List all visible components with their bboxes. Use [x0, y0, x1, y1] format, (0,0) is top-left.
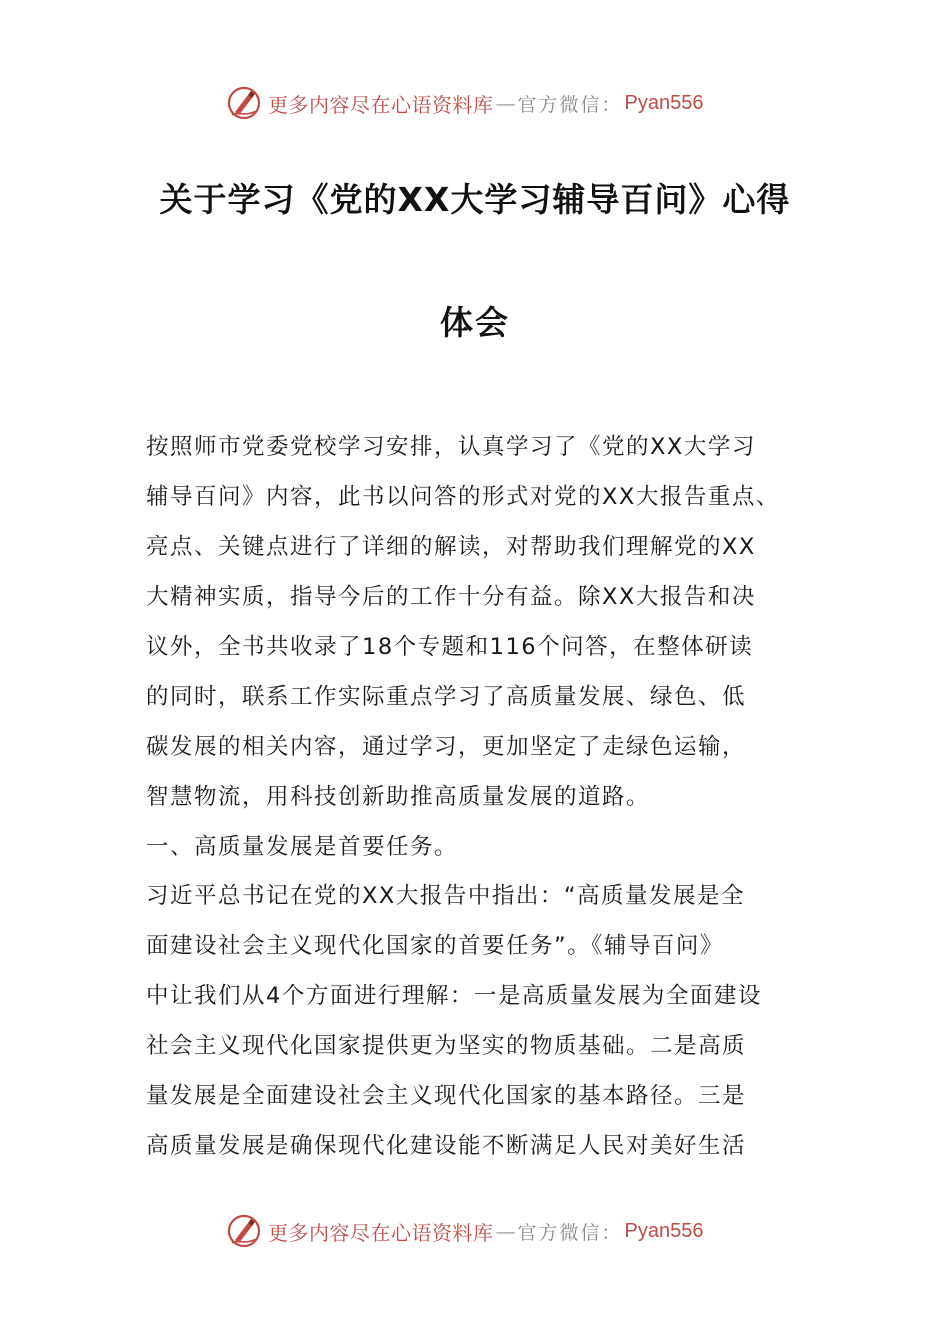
body-line: 的同时，联系工作实际重点学习了高质量发展、绿色、低	[146, 684, 747, 710]
body-line: 辅导百问》内容，此书以问答的形式对党的XX大报告重点、	[146, 484, 780, 510]
document-title-line-2: 体会	[440, 303, 510, 342]
watermark-wechat-id: Pyan556	[624, 1219, 704, 1242]
section-heading: 一、高质量发展是首要任务。	[146, 834, 459, 860]
body-line: 亮点、关键点进行了详细的解读，对帮助我们理解党的XX	[146, 534, 756, 560]
body-line: 中让我们从4个方面进行理解：一是高质量发展为全面建设	[146, 983, 762, 1009]
pen-logo-icon	[226, 1213, 262, 1249]
watermark-official-label: 官方微信：	[517, 1221, 623, 1244]
body-line: 大精神实质，指导今后的工作十分有益。除XX大报告和决	[146, 584, 756, 610]
watermark-brand-text: 更多内容尽在心语资料库	[268, 1220, 494, 1245]
watermark-banner-top	[226, 83, 703, 123]
watermark-separator: —	[495, 1219, 516, 1243]
watermark-brand-text: 更多内容尽在心语资料库	[268, 92, 494, 117]
body-line: 碳发展的相关内容，通过学习，更加坚定了走绿色运输，	[146, 734, 747, 760]
body-line: 量发展是全面建设社会主义现代化国家的基本路径。三是	[146, 1083, 747, 1109]
watermark-wechat-id: Pyan556	[624, 91, 704, 114]
watermark-official-label: 官方微信：	[517, 93, 623, 116]
body-line: 面建设社会主义现代化国家的首要任务”。《辅导百问》	[146, 933, 724, 959]
body-line: 高质量发展是确保现代化建设能不断满足人民对美好生活	[146, 1133, 747, 1159]
body-line: 社会主义现代化国家提供更为坚实的物质基础。二是高质	[146, 1033, 747, 1059]
watermark-separator: —	[495, 91, 516, 115]
body-line: 智慧物流，用科技创新助推高质量发展的道路。	[146, 784, 651, 810]
body-line: 议外，全书共收录了18个专题和116个问答，在整体研读	[146, 634, 754, 660]
watermark-banner-bottom	[226, 1211, 703, 1251]
pen-logo-icon	[226, 85, 262, 121]
document-title-line-1: 关于学习《党的XX大学习辅导百问》心得	[159, 180, 791, 219]
body-line: 习近平总书记在党的XX大报告中指出：“高质量发展是全	[146, 883, 745, 909]
body-line: 按照师市党委党校学习安排，认真学习了《党的XX大学习	[146, 434, 756, 460]
